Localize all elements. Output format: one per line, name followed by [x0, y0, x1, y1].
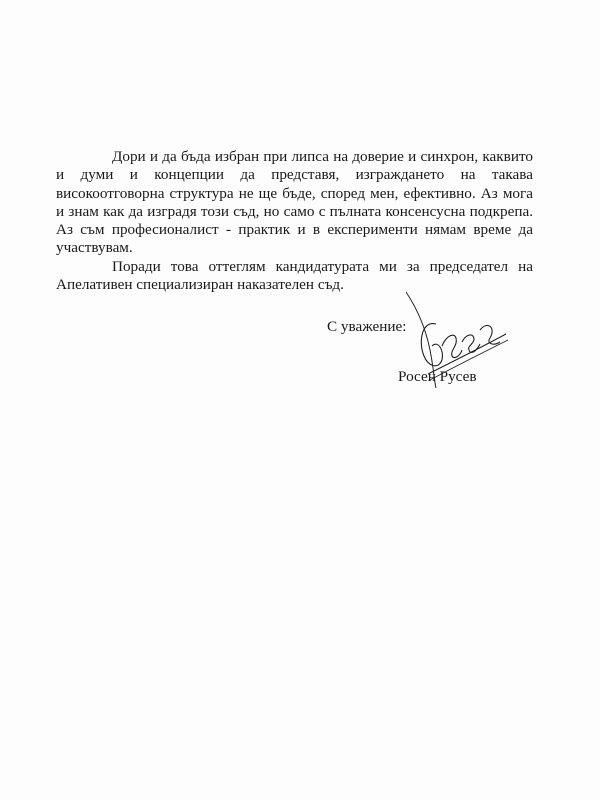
letter-body	[56, 148, 533, 294]
signatory-name: Росен Русев	[398, 368, 477, 385]
paragraph-2: Поради това оттеглям кандидатурата ми за председател на Апелативен специализиран наказателен съд.	[56, 257, 533, 294]
paragraph-1: Дори и да бъда избран при липса на доверие и синхрон, каквито и думи и концепции да представя, изграждането на такава високоотговорна структура не ще бъде, според мен, ефективно. Аз мога и знам как да изградя този съд, но само с пълната консенсусна подкрепа. Аз съм професионалист - практик и в експерименти нямам време да участвувам.	[56, 148, 533, 257]
closing-salutation: С уважение:	[327, 318, 407, 335]
